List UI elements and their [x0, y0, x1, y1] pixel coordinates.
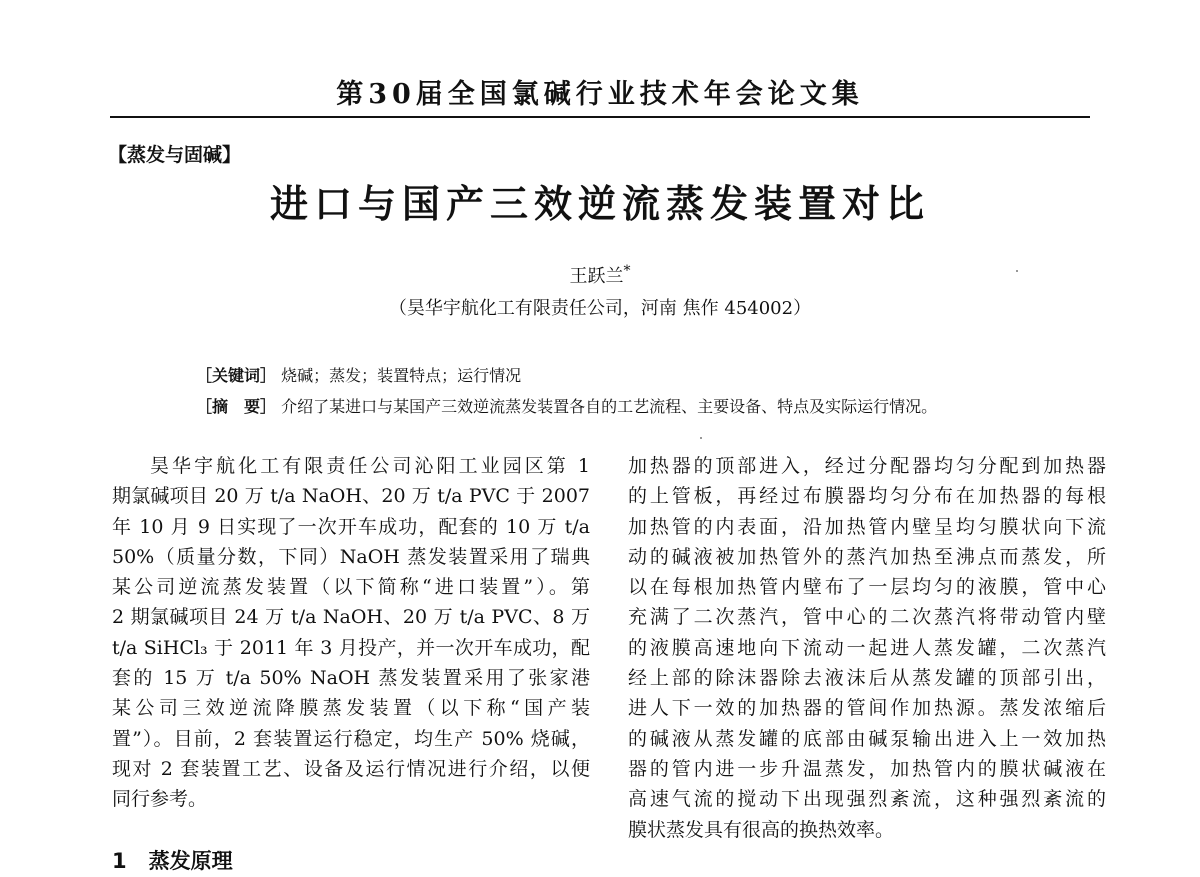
text-line: t/a SiHCl₃ 于 2011 年 3 月投产，并一次开车成功，配 [112, 636, 590, 659]
running-header: 第30届全国氯碱行业技术年会论文集 [336, 79, 864, 110]
body-column-right [628, 451, 1106, 845]
text-line: 动的碱液被加热管外的蒸汽加热至沸点而蒸发，所 [628, 545, 1106, 568]
text-line: 50%（质量分数，下同）NaOH 蒸发装置采用了瑞典 [112, 545, 590, 568]
keywords-line [196, 363, 521, 386]
text-line: 同行参考。 [112, 788, 208, 811]
text-line: 的液膜高速地向下流动一起进人蒸发罐，二次蒸汽 [628, 636, 1106, 659]
text-line: 膜状蒸发具有很高的换热效率。 [628, 818, 895, 841]
text-line: 器的管内进一步升温蒸发，加热管内的膜状碱液在 [628, 757, 1106, 780]
text-line: 期氯碱项目 20 万 t/a NaOH、20 万 t/a PVC 于 2007 [112, 485, 590, 508]
keywords-label: ［关键词］ [196, 366, 277, 385]
author-line [110, 262, 1090, 288]
section-title: 蒸发原理 [148, 849, 233, 873]
abstract-line [196, 394, 937, 417]
text-line: 置”）。目前，2 套装置运行稳定，均生产 50% 烧碱， [112, 727, 590, 750]
text-line: 某公司逆流蒸发装置（以下简称“进口装置”）。第 [112, 576, 590, 599]
section-heading [112, 845, 233, 875]
keywords-text: 烧碱；蒸发；装置特点；运行情况 [281, 366, 522, 385]
section-tag: 【蒸发与固碱】 [108, 144, 242, 166]
header-rule [110, 116, 1090, 118]
text-line: 的碱液从蒸发罐的底部由碱泵输出进入上一效加热 [628, 727, 1106, 750]
text-line: 经上部的除沫器除去液沫后从蒸发罐的顶部引出， [628, 667, 1106, 690]
text-line: 进人下一效的加热器的管间作加热源。蒸发浓缩后 [628, 697, 1106, 720]
text-line: 的上管板，再经过布膜器均匀分布在加热器的每根 [628, 485, 1106, 508]
text-line: 高速气流的搅动下出现强烈紊流，这种强烈紊流的 [628, 788, 1106, 811]
text-line: 加热管的内表面，沿加热管内壁呈均匀膜状向下流 [628, 515, 1106, 538]
paper-title: 进口与国产三效逆流蒸发装置对比 [269, 181, 930, 226]
text-line: 现对 2 套装置工艺、设备及运行情况进行介绍，以便 [112, 757, 590, 780]
text-line: 加热器的顶部进入，经过分配器均匀分配到加热器 [628, 455, 1106, 477]
author-affiliation: （昊华宇航化工有限责任公司，河南 焦作 454002） [388, 298, 812, 319]
abstract-text: 介绍了某进口与某国产三效逆流蒸发装置各自的工艺流程、主要设备、特点及实际运行情况。 [281, 397, 938, 416]
text-line: 充满了二次蒸汽，管中心的二次蒸汽将带动管内壁 [628, 606, 1106, 629]
author-name: 王跃兰 [569, 266, 624, 287]
author-footnote-mark: * [623, 263, 631, 279]
text-line: 套的 15 万 t/a 50% NaOH 蒸发装置采用了张家港 [112, 667, 590, 690]
text-line: 昊华宇航化工有限责任公司沁阳工业园区第 1 [150, 455, 590, 477]
scan-speck [700, 437, 702, 439]
section-number: 1 [112, 849, 127, 873]
scan-speck [1016, 270, 1018, 272]
text-line: 年 10 月 9 日实现了一次开车成功，配套的 10 万 t/a [112, 515, 590, 538]
text-line: 某公司三效逆流降膜蒸发装置（以下称“国产装 [112, 697, 590, 720]
text-line: 2 期氯碱项目 24 万 t/a NaOH、20 万 t/a PVC、8 万 [112, 606, 590, 629]
text-line: 以在每根加热管内壁布了一层均匀的液膜，管中心 [628, 576, 1106, 599]
abstract-label: ［摘 要］ [196, 397, 277, 416]
body-column-left [112, 451, 590, 815]
